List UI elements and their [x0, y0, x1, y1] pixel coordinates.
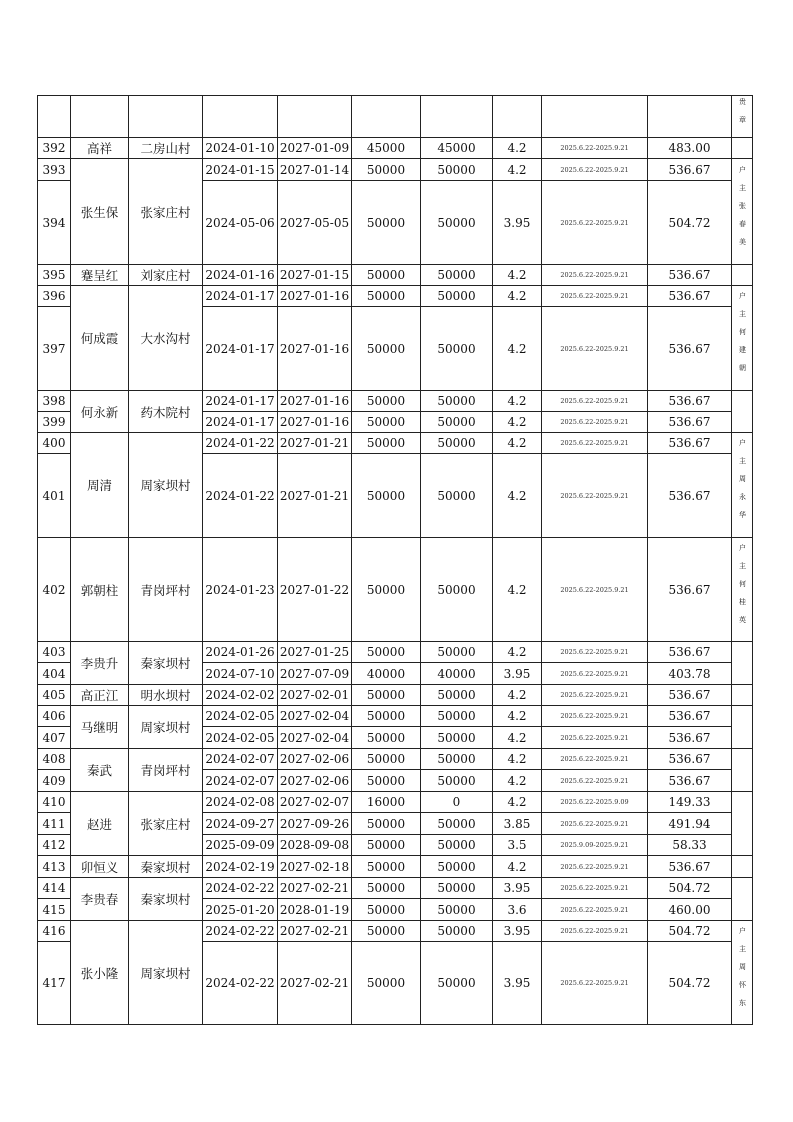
table-row: [38, 792, 753, 813]
remark-vertical-text: 户主张春美: [738, 165, 747, 256]
interest-period: 2025.6.22-2025.9.21: [542, 286, 648, 307]
borrower-name: 赵进: [71, 792, 129, 856]
remark-vertical-text: 户主周怀东: [738, 926, 747, 1017]
borrower-name: 李贵升: [71, 642, 129, 685]
loan-amount: 50000: [352, 538, 421, 642]
interest-rate: 3.95: [493, 878, 542, 899]
loan-number: 413: [38, 856, 71, 878]
table-row: [38, 538, 753, 642]
interest-rate: 4.2: [493, 138, 542, 159]
interest-period: 2025.6.22-2025.9.21: [542, 770, 648, 792]
village-name: 张家庄村: [129, 159, 203, 265]
loan-number: 409: [38, 770, 71, 792]
table-row: [38, 856, 753, 878]
borrower-name: 张生保: [71, 159, 129, 265]
interest-period: 2025.6.22-2025.9.21: [542, 412, 648, 433]
village-name: 青岗坪村: [129, 749, 203, 792]
loan-balance: 50000: [421, 899, 493, 921]
loan-amount: 50000: [352, 265, 421, 286]
end-date: 2028-09-08: [278, 835, 352, 856]
loan-number: 406: [38, 706, 71, 727]
end-date: 2027-01-21: [278, 433, 352, 454]
loan-amount: 50000: [352, 749, 421, 770]
interest-amount: 58.33: [648, 835, 732, 856]
interest-period: 2025.6.22-2025.9.21: [542, 856, 648, 878]
interest-amount: 504.72: [648, 921, 732, 942]
interest-rate: 4.2: [493, 706, 542, 727]
interest-amount: 491.94: [648, 813, 732, 835]
loan-amount: 50000: [352, 813, 421, 835]
interest-amount: 504.72: [648, 181, 732, 265]
interest-amount: 536.67: [648, 286, 732, 307]
interest-rate: 4.2: [493, 770, 542, 792]
end-date: 2027-02-21: [278, 921, 352, 942]
loan-number: 396: [38, 286, 71, 307]
loan-balance: 50000: [421, 538, 493, 642]
village-name: 药木院村: [129, 391, 203, 433]
loan-number: 410: [38, 792, 71, 813]
start-date: 2024-02-07: [203, 749, 278, 770]
interest-amount: 536.67: [648, 685, 732, 706]
borrower-name: 高正江: [71, 685, 129, 706]
table-row: [38, 391, 753, 412]
loan-balance: 50000: [421, 878, 493, 899]
loan-balance: 50000: [421, 181, 493, 265]
start-date: 2024-02-07: [203, 770, 278, 792]
loan-number: 416: [38, 921, 71, 942]
start-date: 2024-01-22: [203, 433, 278, 454]
interest-amount: 536.67: [648, 770, 732, 792]
interest-amount: 536.67: [648, 265, 732, 286]
borrower-name: 马继明: [71, 706, 129, 749]
start-date: 2024-01-22: [203, 454, 278, 538]
loan-balance: 50000: [421, 770, 493, 792]
loan-amount: 50000: [352, 706, 421, 727]
start-date: 2024-02-22: [203, 878, 278, 899]
start-date: [203, 96, 278, 138]
loan-number: 395: [38, 265, 71, 286]
start-date: 2025-09-09: [203, 835, 278, 856]
village-name: 刘家庄村: [129, 265, 203, 286]
borrower-name: 蹇呈红: [71, 265, 129, 286]
interest-rate: 4.2: [493, 856, 542, 878]
interest-amount: 403.78: [648, 663, 732, 685]
loan-balance: 50000: [421, 706, 493, 727]
end-date: 2027-02-21: [278, 942, 352, 1025]
end-date: 2027-07-09: [278, 663, 352, 685]
interest-rate: 4.2: [493, 642, 542, 663]
village-name: 周家坝村: [129, 921, 203, 1025]
interest-rate: 3.85: [493, 813, 542, 835]
borrower-name: 郭朝柱: [71, 538, 129, 642]
end-date: 2027-01-16: [278, 307, 352, 391]
loan-number: 402: [38, 538, 71, 642]
end-date: 2027-01-22: [278, 538, 352, 642]
loan-number: 397: [38, 307, 71, 391]
interest-amount: 536.67: [648, 856, 732, 878]
interest-rate: 4.2: [493, 412, 542, 433]
interest-period: 2025.6.22-2025.9.21: [542, 813, 648, 835]
remark-cell: [732, 856, 753, 878]
interest-rate: 4.2: [493, 265, 542, 286]
loan-balance: 0: [421, 792, 493, 813]
loan-amount: [352, 96, 421, 138]
interest-rate: 3.5: [493, 835, 542, 856]
end-date: 2027-02-04: [278, 727, 352, 749]
interest-period: 2025.6.22-2025.9.21: [542, 749, 648, 770]
borrower-name: 李贵春: [71, 878, 129, 921]
loan-amount: 50000: [352, 899, 421, 921]
start-date: 2024-02-05: [203, 727, 278, 749]
loan-balance: 50000: [421, 265, 493, 286]
village-name: 张家庄村: [129, 792, 203, 856]
remark-cell: [732, 391, 753, 433]
start-date: 2024-02-19: [203, 856, 278, 878]
loan-amount: 50000: [352, 685, 421, 706]
interest-rate: 4.2: [493, 727, 542, 749]
table-row: [38, 265, 753, 286]
borrower-name: 秦武: [71, 749, 129, 792]
interest-period: 2025.6.22-2025.9.21: [542, 181, 648, 265]
end-date: 2027-01-15: [278, 265, 352, 286]
loan-balance: 45000: [421, 138, 493, 159]
interest-period: 2025.6.22-2025.9.21: [542, 727, 648, 749]
start-date: 2024-01-10: [203, 138, 278, 159]
interest-rate: 4.2: [493, 433, 542, 454]
loan-number: 417: [38, 942, 71, 1025]
end-date: 2027-01-16: [278, 412, 352, 433]
remark-vertical-text: 户主周永华: [738, 439, 747, 529]
interest-rate: 4.2: [493, 454, 542, 538]
loan-amount: 50000: [352, 391, 421, 412]
village-name: 二房山村: [129, 138, 203, 159]
loan-amount: 50000: [352, 454, 421, 538]
remark-cell: [732, 749, 753, 792]
end-date: 2027-02-06: [278, 770, 352, 792]
village-name: 秦家坝村: [129, 642, 203, 685]
end-date: 2027-02-01: [278, 685, 352, 706]
remark-cell: [732, 433, 753, 538]
borrower-name: 周清: [71, 433, 129, 538]
loan-number: 401: [38, 454, 71, 538]
start-date: 2024-01-17: [203, 391, 278, 412]
village-name: 大水沟村: [129, 286, 203, 391]
end-date: 2027-01-16: [278, 391, 352, 412]
interest-rate: 4.2: [493, 749, 542, 770]
interest-amount: 483.00: [648, 138, 732, 159]
loan-balance: 50000: [421, 727, 493, 749]
interest-amount: 536.67: [648, 454, 732, 538]
end-date: 2027-01-25: [278, 642, 352, 663]
loan-number: 407: [38, 727, 71, 749]
interest-amount: 536.67: [648, 538, 732, 642]
remark-cell: [732, 792, 753, 856]
loan-balance: 50000: [421, 856, 493, 878]
interest-period: 2025.6.22-2025.9.21: [542, 538, 648, 642]
loan-balance: 50000: [421, 433, 493, 454]
interest-period: 2025.6.22-2025.9.21: [542, 706, 648, 727]
loan-amount: 40000: [352, 663, 421, 685]
interest-amount: 536.67: [648, 307, 732, 391]
start-date: 2024-02-22: [203, 921, 278, 942]
village-name: 周家坝村: [129, 706, 203, 749]
village-name: 明水坝村: [129, 685, 203, 706]
borrower-name: 卯恒义: [71, 856, 129, 878]
loan-amount: 50000: [352, 942, 421, 1025]
loan-amount: 50000: [352, 921, 421, 942]
interest-period: 2025.6.22-2025.9.09: [542, 792, 648, 813]
remark-cell: [732, 265, 753, 286]
interest-period: 2025.6.22-2025.9.21: [542, 921, 648, 942]
remark-vertical-text: 户主何建朝: [738, 292, 747, 382]
loan-number: 412: [38, 835, 71, 856]
interest-rate: 4.2: [493, 685, 542, 706]
village-name: [129, 96, 203, 138]
loan-balance: 40000: [421, 663, 493, 685]
loan-balance: 50000: [421, 749, 493, 770]
loan-amount: 50000: [352, 835, 421, 856]
interest-amount: 536.67: [648, 159, 732, 181]
interest-period: 2025.6.22-2025.9.21: [542, 159, 648, 181]
interest-amount: 536.67: [648, 749, 732, 770]
start-date: 2024-09-27: [203, 813, 278, 835]
start-date: 2024-01-17: [203, 412, 278, 433]
table-row: [38, 159, 753, 181]
interest-rate: 4.2: [493, 792, 542, 813]
loan-balance: 50000: [421, 813, 493, 835]
interest-rate: 4.2: [493, 538, 542, 642]
loan-balance: 50000: [421, 942, 493, 1025]
loan-number: 404: [38, 663, 71, 685]
loan-amount: 50000: [352, 307, 421, 391]
interest-rate: 3.95: [493, 921, 542, 942]
end-date: 2027-02-07: [278, 792, 352, 813]
loan-number: 415: [38, 899, 71, 921]
interest-period: 2025.6.22-2025.9.21: [542, 433, 648, 454]
loan-number: 405: [38, 685, 71, 706]
interest-rate: 4.2: [493, 391, 542, 412]
remark-vertical-text: 贵章: [738, 97, 747, 134]
interest-period: 2025.6.22-2025.9.21: [542, 685, 648, 706]
village-name: 青岗坪村: [129, 538, 203, 642]
remark-cell: [732, 685, 753, 706]
interest-period: 2025.6.22-2025.9.21: [542, 663, 648, 685]
village-name: 秦家坝村: [129, 878, 203, 921]
table-row: [38, 642, 753, 663]
table-row: [38, 433, 753, 454]
interest-period: 2025.6.22-2025.9.21: [542, 899, 648, 921]
remark-cell: [732, 286, 753, 391]
loan-number: 399: [38, 412, 71, 433]
loan-number: 398: [38, 391, 71, 412]
loan-amount: 50000: [352, 878, 421, 899]
loan-amount: 16000: [352, 792, 421, 813]
borrower-name: 张小隆: [71, 921, 129, 1025]
loan-balance: 50000: [421, 685, 493, 706]
interest-rate: 3.95: [493, 663, 542, 685]
interest-rate: 4.2: [493, 307, 542, 391]
borrower-name: 高祥: [71, 138, 129, 159]
loan-balance: [421, 96, 493, 138]
start-date: 2024-02-08: [203, 792, 278, 813]
interest-period: 2025.9.09-2025.9.21: [542, 835, 648, 856]
start-date: 2025-01-20: [203, 899, 278, 921]
end-date: 2027-09-26: [278, 813, 352, 835]
end-date: 2027-01-09: [278, 138, 352, 159]
remark-cell: [732, 642, 753, 685]
interest-period: 2025.6.22-2025.9.21: [542, 265, 648, 286]
village-name: 周家坝村: [129, 433, 203, 538]
village-name: 秦家坝村: [129, 856, 203, 878]
remark-cell: [732, 878, 753, 921]
start-date: 2024-01-16: [203, 265, 278, 286]
end-date: 2027-02-06: [278, 749, 352, 770]
table-row: [38, 138, 753, 159]
remark-cell: [732, 921, 753, 1025]
loan-number: 414: [38, 878, 71, 899]
end-date: 2027-02-21: [278, 878, 352, 899]
interest-rate: 3.6: [493, 899, 542, 921]
interest-period: 2025.6.22-2025.9.21: [542, 307, 648, 391]
end-date: 2027-01-21: [278, 454, 352, 538]
borrower-name: [71, 96, 129, 138]
loan-balance: 50000: [421, 835, 493, 856]
start-date: 2024-01-17: [203, 307, 278, 391]
end-date: [278, 96, 352, 138]
end-date: 2027-02-04: [278, 706, 352, 727]
table-row: [38, 96, 753, 138]
start-date: 2024-02-05: [203, 706, 278, 727]
loan-amount: 45000: [352, 138, 421, 159]
interest-amount: 536.67: [648, 412, 732, 433]
interest-amount: 504.72: [648, 942, 732, 1025]
interest-rate: 3.95: [493, 181, 542, 265]
loan-balance: 50000: [421, 454, 493, 538]
table-row: [38, 878, 753, 899]
loan-amount: 50000: [352, 727, 421, 749]
loan-amount: 50000: [352, 181, 421, 265]
end-date: 2028-01-19: [278, 899, 352, 921]
interest-rate: 4.2: [493, 159, 542, 181]
start-date: 2024-02-22: [203, 942, 278, 1025]
start-date: 2024-01-23: [203, 538, 278, 642]
loan-number: 392: [38, 138, 71, 159]
interest-period: 2025.6.22-2025.9.21: [542, 138, 648, 159]
loan-amount: 50000: [352, 770, 421, 792]
table-row: [38, 286, 753, 307]
loan-number: 411: [38, 813, 71, 835]
interest-period: 2025.6.22-2025.9.21: [542, 942, 648, 1025]
loan-number: 394: [38, 181, 71, 265]
start-date: 2024-07-10: [203, 663, 278, 685]
start-date: 2024-01-17: [203, 286, 278, 307]
loan-number: 403: [38, 642, 71, 663]
loan-balance: 50000: [421, 412, 493, 433]
remark-cell: [732, 96, 753, 138]
table-row: [38, 685, 753, 706]
remark-cell: [732, 538, 753, 642]
interest-period: 2025.6.22-2025.9.21: [542, 642, 648, 663]
loan-number: [38, 96, 71, 138]
start-date: 2024-05-06: [203, 181, 278, 265]
borrower-name: 何永新: [71, 391, 129, 433]
interest-rate: [493, 96, 542, 138]
interest-amount: 149.33: [648, 792, 732, 813]
interest-period: 2025.6.22-2025.9.21: [542, 391, 648, 412]
loan-balance: 50000: [421, 642, 493, 663]
interest-rate: 4.2: [493, 286, 542, 307]
loan-amount: 50000: [352, 412, 421, 433]
loan-number: 393: [38, 159, 71, 181]
interest-amount: 536.67: [648, 727, 732, 749]
loan-number: 400: [38, 433, 71, 454]
interest-amount: [648, 96, 732, 138]
interest-period: [542, 96, 648, 138]
remark-cell: [732, 706, 753, 749]
loan-interest-table: [37, 95, 753, 1025]
loan-amount: 50000: [352, 159, 421, 181]
table-row: [38, 706, 753, 727]
interest-period: 2025.6.22-2025.9.21: [542, 454, 648, 538]
loan-amount: 50000: [352, 286, 421, 307]
loan-balance: 50000: [421, 921, 493, 942]
loan-amount: 50000: [352, 642, 421, 663]
end-date: 2027-01-14: [278, 159, 352, 181]
loan-amount: 50000: [352, 856, 421, 878]
loan-number: 408: [38, 749, 71, 770]
loan-balance: 50000: [421, 159, 493, 181]
end-date: 2027-01-16: [278, 286, 352, 307]
interest-amount: 536.67: [648, 391, 732, 412]
loan-amount: 50000: [352, 433, 421, 454]
remark-cell: [732, 138, 753, 159]
interest-amount: 504.72: [648, 878, 732, 899]
interest-amount: 536.67: [648, 642, 732, 663]
start-date: 2024-01-26: [203, 642, 278, 663]
start-date: 2024-02-02: [203, 685, 278, 706]
interest-period: 2025.6.22-2025.9.21: [542, 878, 648, 899]
remark-vertical-text: 户主何桂英: [738, 543, 747, 634]
loan-balance: 50000: [421, 307, 493, 391]
end-date: 2027-02-18: [278, 856, 352, 878]
borrower-name: 何成霞: [71, 286, 129, 391]
table-row: [38, 921, 753, 942]
interest-amount: 460.00: [648, 899, 732, 921]
loan-balance: 50000: [421, 391, 493, 412]
interest-amount: 536.67: [648, 706, 732, 727]
remark-cell: [732, 159, 753, 265]
interest-amount: 536.67: [648, 433, 732, 454]
end-date: 2027-05-05: [278, 181, 352, 265]
interest-rate: 3.95: [493, 942, 542, 1025]
start-date: 2024-01-15: [203, 159, 278, 181]
loan-balance: 50000: [421, 286, 493, 307]
table-row: [38, 749, 753, 770]
